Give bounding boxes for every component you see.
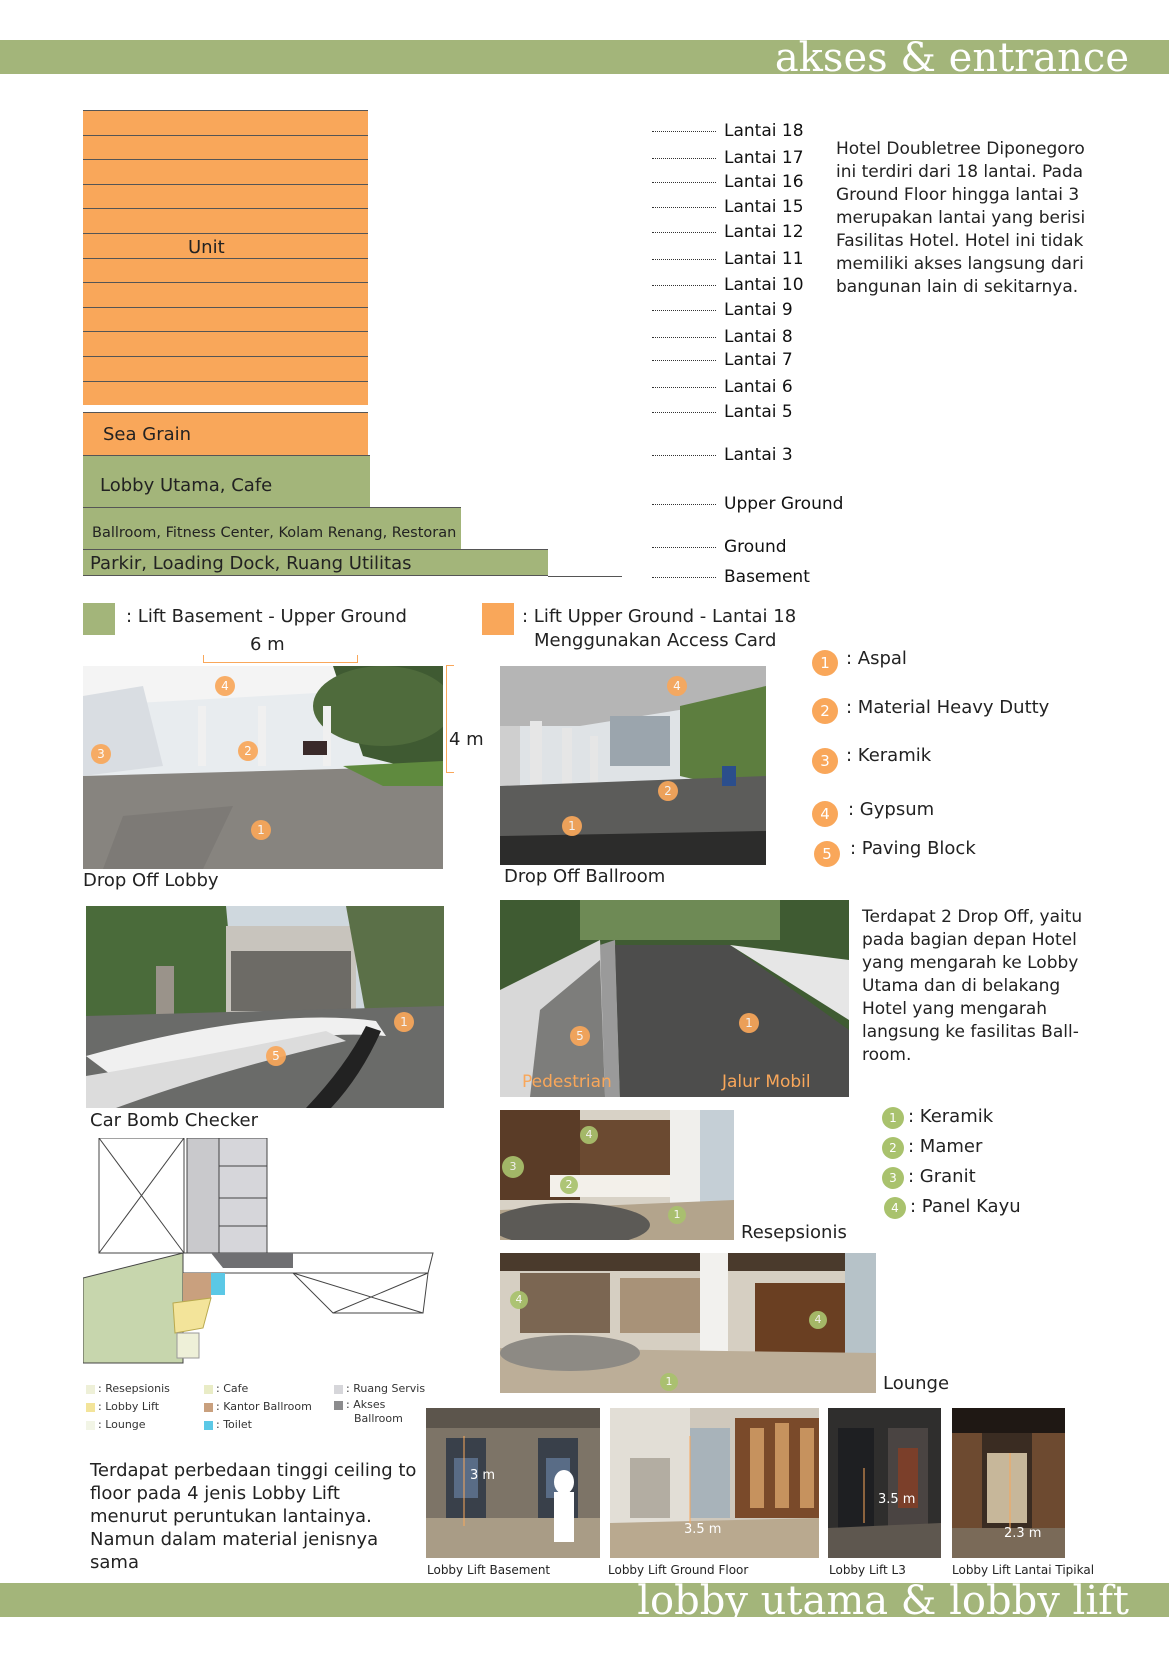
- car-bomb-checker-image: [86, 906, 444, 1108]
- resepsionis-photo: 4 3 2 1: [500, 1110, 734, 1240]
- drop-off-paragraph: Terdapat 2 Drop Off, yaitu pada bagian depan Hotel yang mengarah ke Lobby Utama dan di belakang Hotel yang mengarah langsung ke fasilitas Ball-room.: [862, 907, 1083, 1065]
- floor-unit: [83, 331, 368, 356]
- floor-unit: [83, 307, 368, 332]
- lift-basement-image: [426, 1408, 600, 1558]
- level-item: Lantai 8: [652, 327, 793, 349]
- ground-line: [548, 576, 622, 577]
- car-bomb-checker-photo: 1 5: [86, 906, 444, 1108]
- floor-unit: [83, 159, 368, 184]
- lift-basement-caption: Lobby Lift Basement: [427, 1563, 551, 1577]
- level-item: Lantai 9: [652, 300, 793, 322]
- lift-legend-orange-label: : Lift Upper Ground - Lantai 18: [522, 606, 797, 627]
- lift-ground-floor-photo: 3.5 m: [610, 1408, 819, 1558]
- lift-legend-orange-note: Menggunakan Access Card: [534, 630, 777, 651]
- level-item: Lantai 15: [652, 197, 804, 219]
- level-item: Lantai 7: [652, 350, 793, 372]
- drop-off-ballroom-photo: 4 2 1: [500, 666, 766, 865]
- height-dimension-line: [446, 665, 454, 773]
- ballroom-label: Ballroom, Fitness Center, Kolam Renang, Restoran: [92, 525, 457, 541]
- level-item: Upper Ground: [652, 494, 843, 516]
- floor-plan-drawing: [83, 1138, 443, 1378]
- floor-plan: [83, 1138, 443, 1378]
- lift-ground-floor-caption: Lobby Lift Ground Floor: [608, 1563, 749, 1577]
- floor-unit: [83, 282, 368, 307]
- floor-unit: [83, 233, 368, 258]
- level-item: Lantai 12: [652, 222, 804, 244]
- width-dimension-label: 6 m: [250, 634, 285, 655]
- floor-unit: [83, 356, 368, 381]
- level-item: Lantai 6: [652, 377, 793, 399]
- lounge-caption: Lounge: [883, 1373, 950, 1394]
- floor-unit: [83, 110, 368, 135]
- floor-unit: [83, 381, 368, 406]
- jalur-mobil-label: Jalur Mobil: [722, 1072, 811, 1092]
- floor-unit: [83, 184, 368, 209]
- lift-typical-photo: 2.3 m: [952, 1408, 1065, 1558]
- lift-basement-photo: 3 m: [426, 1408, 600, 1558]
- lift-legend-green-label: : Lift Basement - Upper Ground: [126, 606, 407, 627]
- floor-unit: [83, 135, 368, 160]
- drop-off-ballroom-image: [500, 666, 766, 865]
- width-dimension-line: [203, 655, 358, 663]
- ramp-image: [500, 900, 849, 1097]
- lift-l3-photo: 3.5 m: [828, 1408, 941, 1558]
- level-item: Lantai 11: [652, 249, 804, 271]
- footer-title: lobby utama & lobby lift: [637, 1578, 1129, 1624]
- parkir-label: Parkir, Loading Dock, Ruang Utilitas: [90, 553, 412, 574]
- intro-paragraph: Hotel Doubletree Diponegoro ini terdiri dari 18 lantai. Pada Ground Floor hingga lantai 3 merupakan lantai yang berisi Fasilitas Hotel. Hotel ini tidak memiliki akses langsung dari bangunan lain di sekitarnya.: [836, 139, 1086, 297]
- lift-legend-green-swatch: [83, 603, 115, 635]
- level-item: Lantai 16: [652, 172, 804, 194]
- car-bomb-checker-caption: Car Bomb Checker: [90, 1110, 258, 1131]
- pedestrian-label: Pedestrian: [522, 1072, 612, 1092]
- lounge-photo: 4 4 1: [500, 1253, 876, 1393]
- drop-off-lobby-caption: Drop Off Lobby: [83, 870, 219, 891]
- drop-off-lobby-photo: 4 2 3 1: [83, 666, 443, 869]
- level-item: Lantai 10: [652, 275, 804, 297]
- lift-legend-orange-swatch: [482, 603, 514, 635]
- floor-unit: [83, 258, 368, 283]
- level-item: Lantai 18: [652, 121, 804, 143]
- drop-off-ballroom-caption: Drop Off Ballroom: [504, 866, 666, 887]
- unit-label: Unit: [188, 237, 225, 258]
- ramp-photo: 5 1 Pedestrian Jalur Mobil: [500, 900, 849, 1097]
- ceiling-paragraph: Terdapat perbedaan tinggi ceiling to floor pada 4 jenis Lobby Lift menurut peruntukan lantainya. Namun dalam material jenisnya sama: [90, 1460, 417, 1573]
- lift-l3-image: [828, 1408, 941, 1558]
- lobby-label: Lobby Utama, Cafe: [100, 475, 273, 496]
- lift-l3-caption: Lobby Lift L3: [829, 1563, 906, 1577]
- level-item: Ground: [652, 537, 787, 559]
- resepsionis-caption: Resepsionis: [741, 1222, 847, 1243]
- level-item: Lantai 5: [652, 402, 793, 424]
- level-item: Basement: [652, 567, 810, 589]
- floor-unit: [83, 208, 368, 233]
- level-item: Lantai 3: [652, 445, 793, 467]
- sea-grain-label: Sea Grain: [103, 424, 192, 445]
- lift-typical-caption: Lobby Lift Lantai Tipikal: [952, 1563, 1095, 1577]
- height-dimension-label: 4 m: [449, 729, 484, 750]
- resepsionis-image: [500, 1110, 734, 1240]
- header-title: akses & entrance: [774, 35, 1129, 81]
- level-item: Lantai 17: [652, 148, 804, 170]
